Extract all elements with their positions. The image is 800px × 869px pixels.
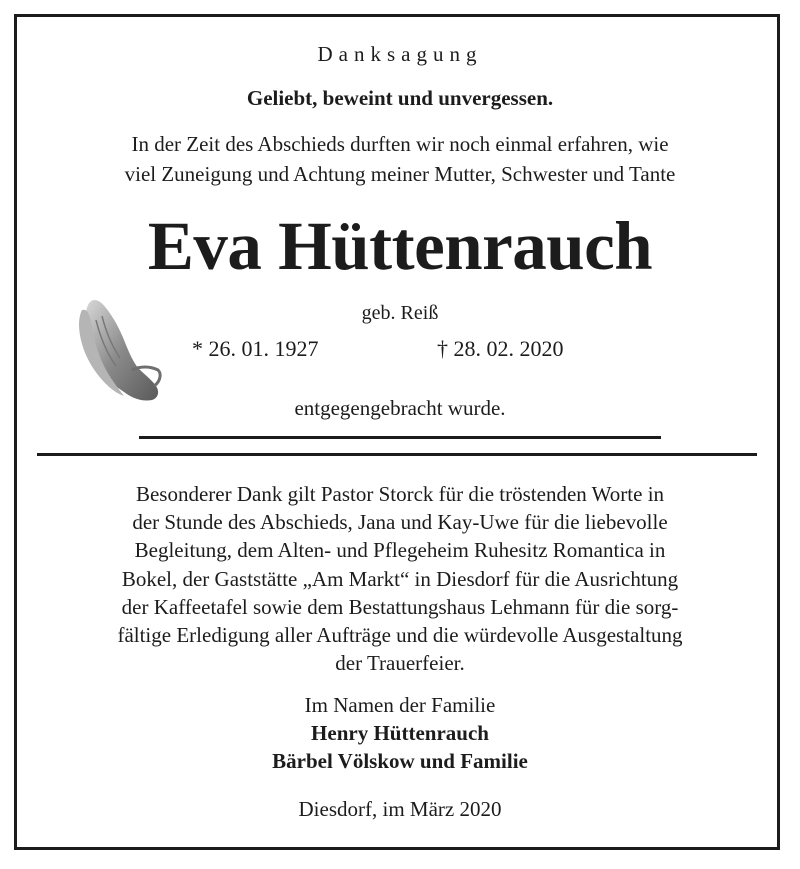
thanks-line: Besonderer Dank gilt Pastor Storck für die tröstenden Worte in [135, 482, 665, 506]
divider-short [139, 436, 661, 439]
family-intro: Im Namen der Familie [304, 693, 496, 717]
thanks-line: der Kaffeetafel sowie dem Bestattungshaus Lehmann für die sorg- [121, 594, 679, 619]
motto: Geliebt, beweint und unvergessen. [246, 86, 554, 110]
thanks-line: der Trauerfeier. [335, 651, 465, 676]
birth-date: * 26. 01. 1927 [192, 336, 319, 361]
thanks-line: der Stunde des Abschieds, Jana und Kay-Uwe für die liebevolle [132, 510, 668, 535]
death-date: † 28. 02. 2020 [437, 336, 564, 361]
place-date: Diesdorf, im März 2020 [298, 797, 502, 821]
family-member-2: Bärbel Völskow und Familie [272, 749, 528, 773]
thanks-line: Bokel, der Gaststätte „Am Markt“ in Diesdorf für die Ausrichtung [121, 566, 679, 591]
notice-header: Danksagung [317, 42, 483, 66]
intro-line-2: viel Zuneigung und Achtung meiner Mutter, Schwester und Tante [124, 162, 676, 186]
divider-long [37, 453, 757, 456]
family-member-1: Henry Hüttenrauch [311, 721, 489, 745]
deceased-name: Eva Hüttenrauch [147, 208, 653, 284]
thanks-line: Begleitung, dem Alten- und Pflegeheim Ruhesitz Romantica in [134, 538, 666, 563]
praying-hands-icon [72, 296, 164, 406]
birth-name: geb. Reiß [361, 302, 439, 324]
thanks-line: fältige Erledigung aller Aufträge und die würdevolle Ausgestaltung [117, 622, 683, 647]
intro-line-3: entgegengebracht wurde. [294, 396, 506, 420]
intro-line-1: In der Zeit des Abschieds durften wir noch einmal erfahren, wie [131, 132, 669, 156]
thanks-paragraph [0, 480, 800, 677]
